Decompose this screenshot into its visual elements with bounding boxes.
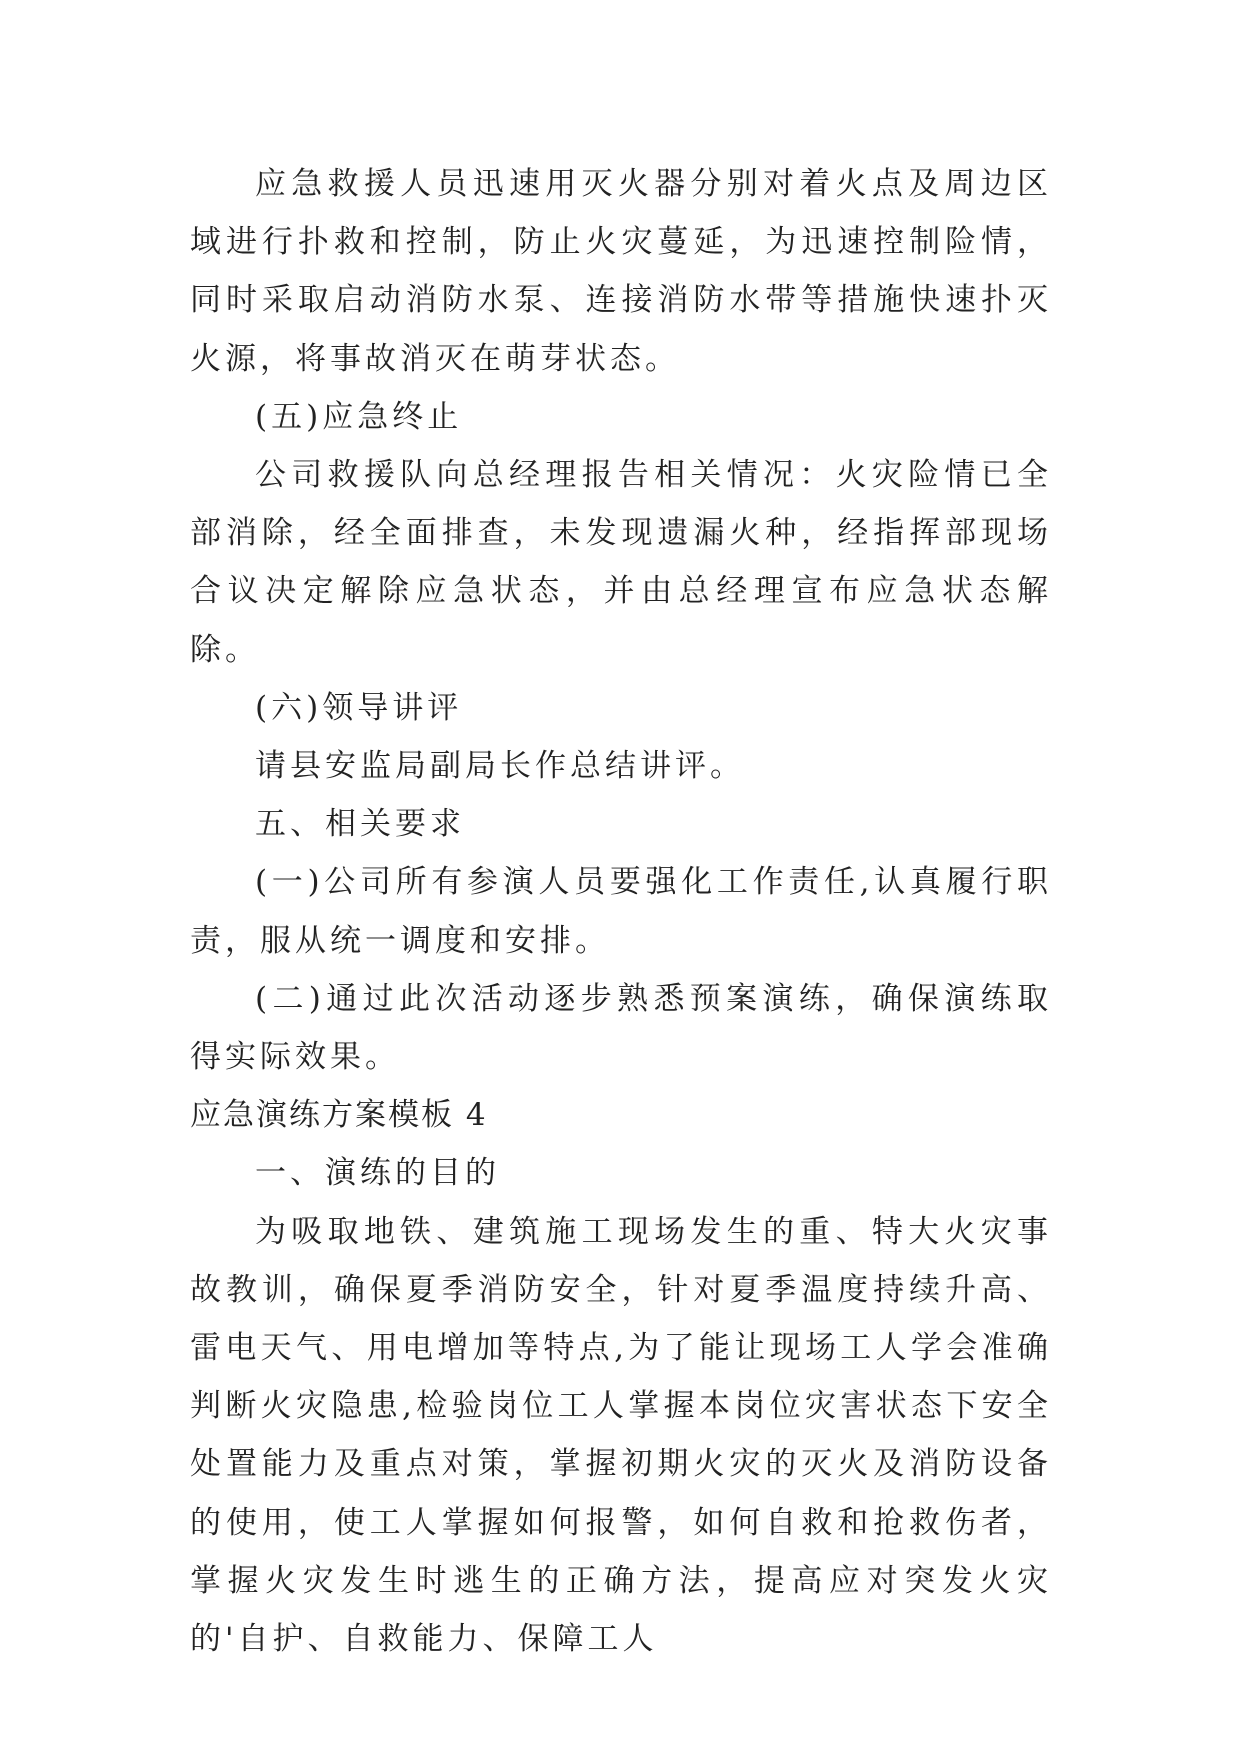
paragraph-fire-suppression: 应急救援人员迅速用灭火器分别对着火点及周边区域进行扑救和控制，防止火灾蔓延，为迅速控制险情，同时采取启动消防水泵、连接消防水带等措施快速扑灭火源，将事故消灭在萌芽状态。 <box>190 166 1052 377</box>
paragraph-requirement-2: (二)通过此次活动逐步熟悉预案演练，确保演练取得实际效果。 <box>190 980 1052 1076</box>
section-heading-leader-review: (六)领导讲评 <box>255 689 463 726</box>
document-body <box>190 155 1052 1668</box>
paragraph-leader-review: 请县安监局副局长作总结讲评。 <box>255 748 745 785</box>
paragraph-termination-report: 公司救援队向总经理报告相关情况：火灾险情已全部消除，经全面排查，未发现遗漏火种，经指挥部现场合议决定解除应急状态，并由总经理宣布应急状态解除。 <box>190 457 1052 668</box>
paragraph-requirement-1: (一)公司所有参演人员要强化工作责任,认真履行职责，服从统一调度和安排。 <box>190 864 1052 959</box>
section-heading-drill-purpose: 一、演练的目的 <box>255 1155 500 1192</box>
section-heading-requirements: 五、相关要求 <box>255 806 465 843</box>
section-heading-emergency-termination: (五)应急终止 <box>255 398 463 435</box>
document-section-title: 应急演练方案模板 4 <box>190 1097 488 1134</box>
paragraph-drill-purpose: 为吸取地铁、建筑施工现场发生的重、特大火灾事故教训，确保夏季消防安全，针对夏季温度持续升高、雷电天气、用电增加等特点,为了能让现场工人学会准确判断火灾隐患,检验岗位工人掌握本岗位灾害状态下安全处置能力及重点对策，掌握初期火灾的灭火及消防设备的使用，使工人掌握如何报警，如何自救和抢救伤者，掌握火灾发生时逃生的正确方法，提高应对突发火灾的'自护、自救能力、保障工人 <box>190 1213 1052 1658</box>
